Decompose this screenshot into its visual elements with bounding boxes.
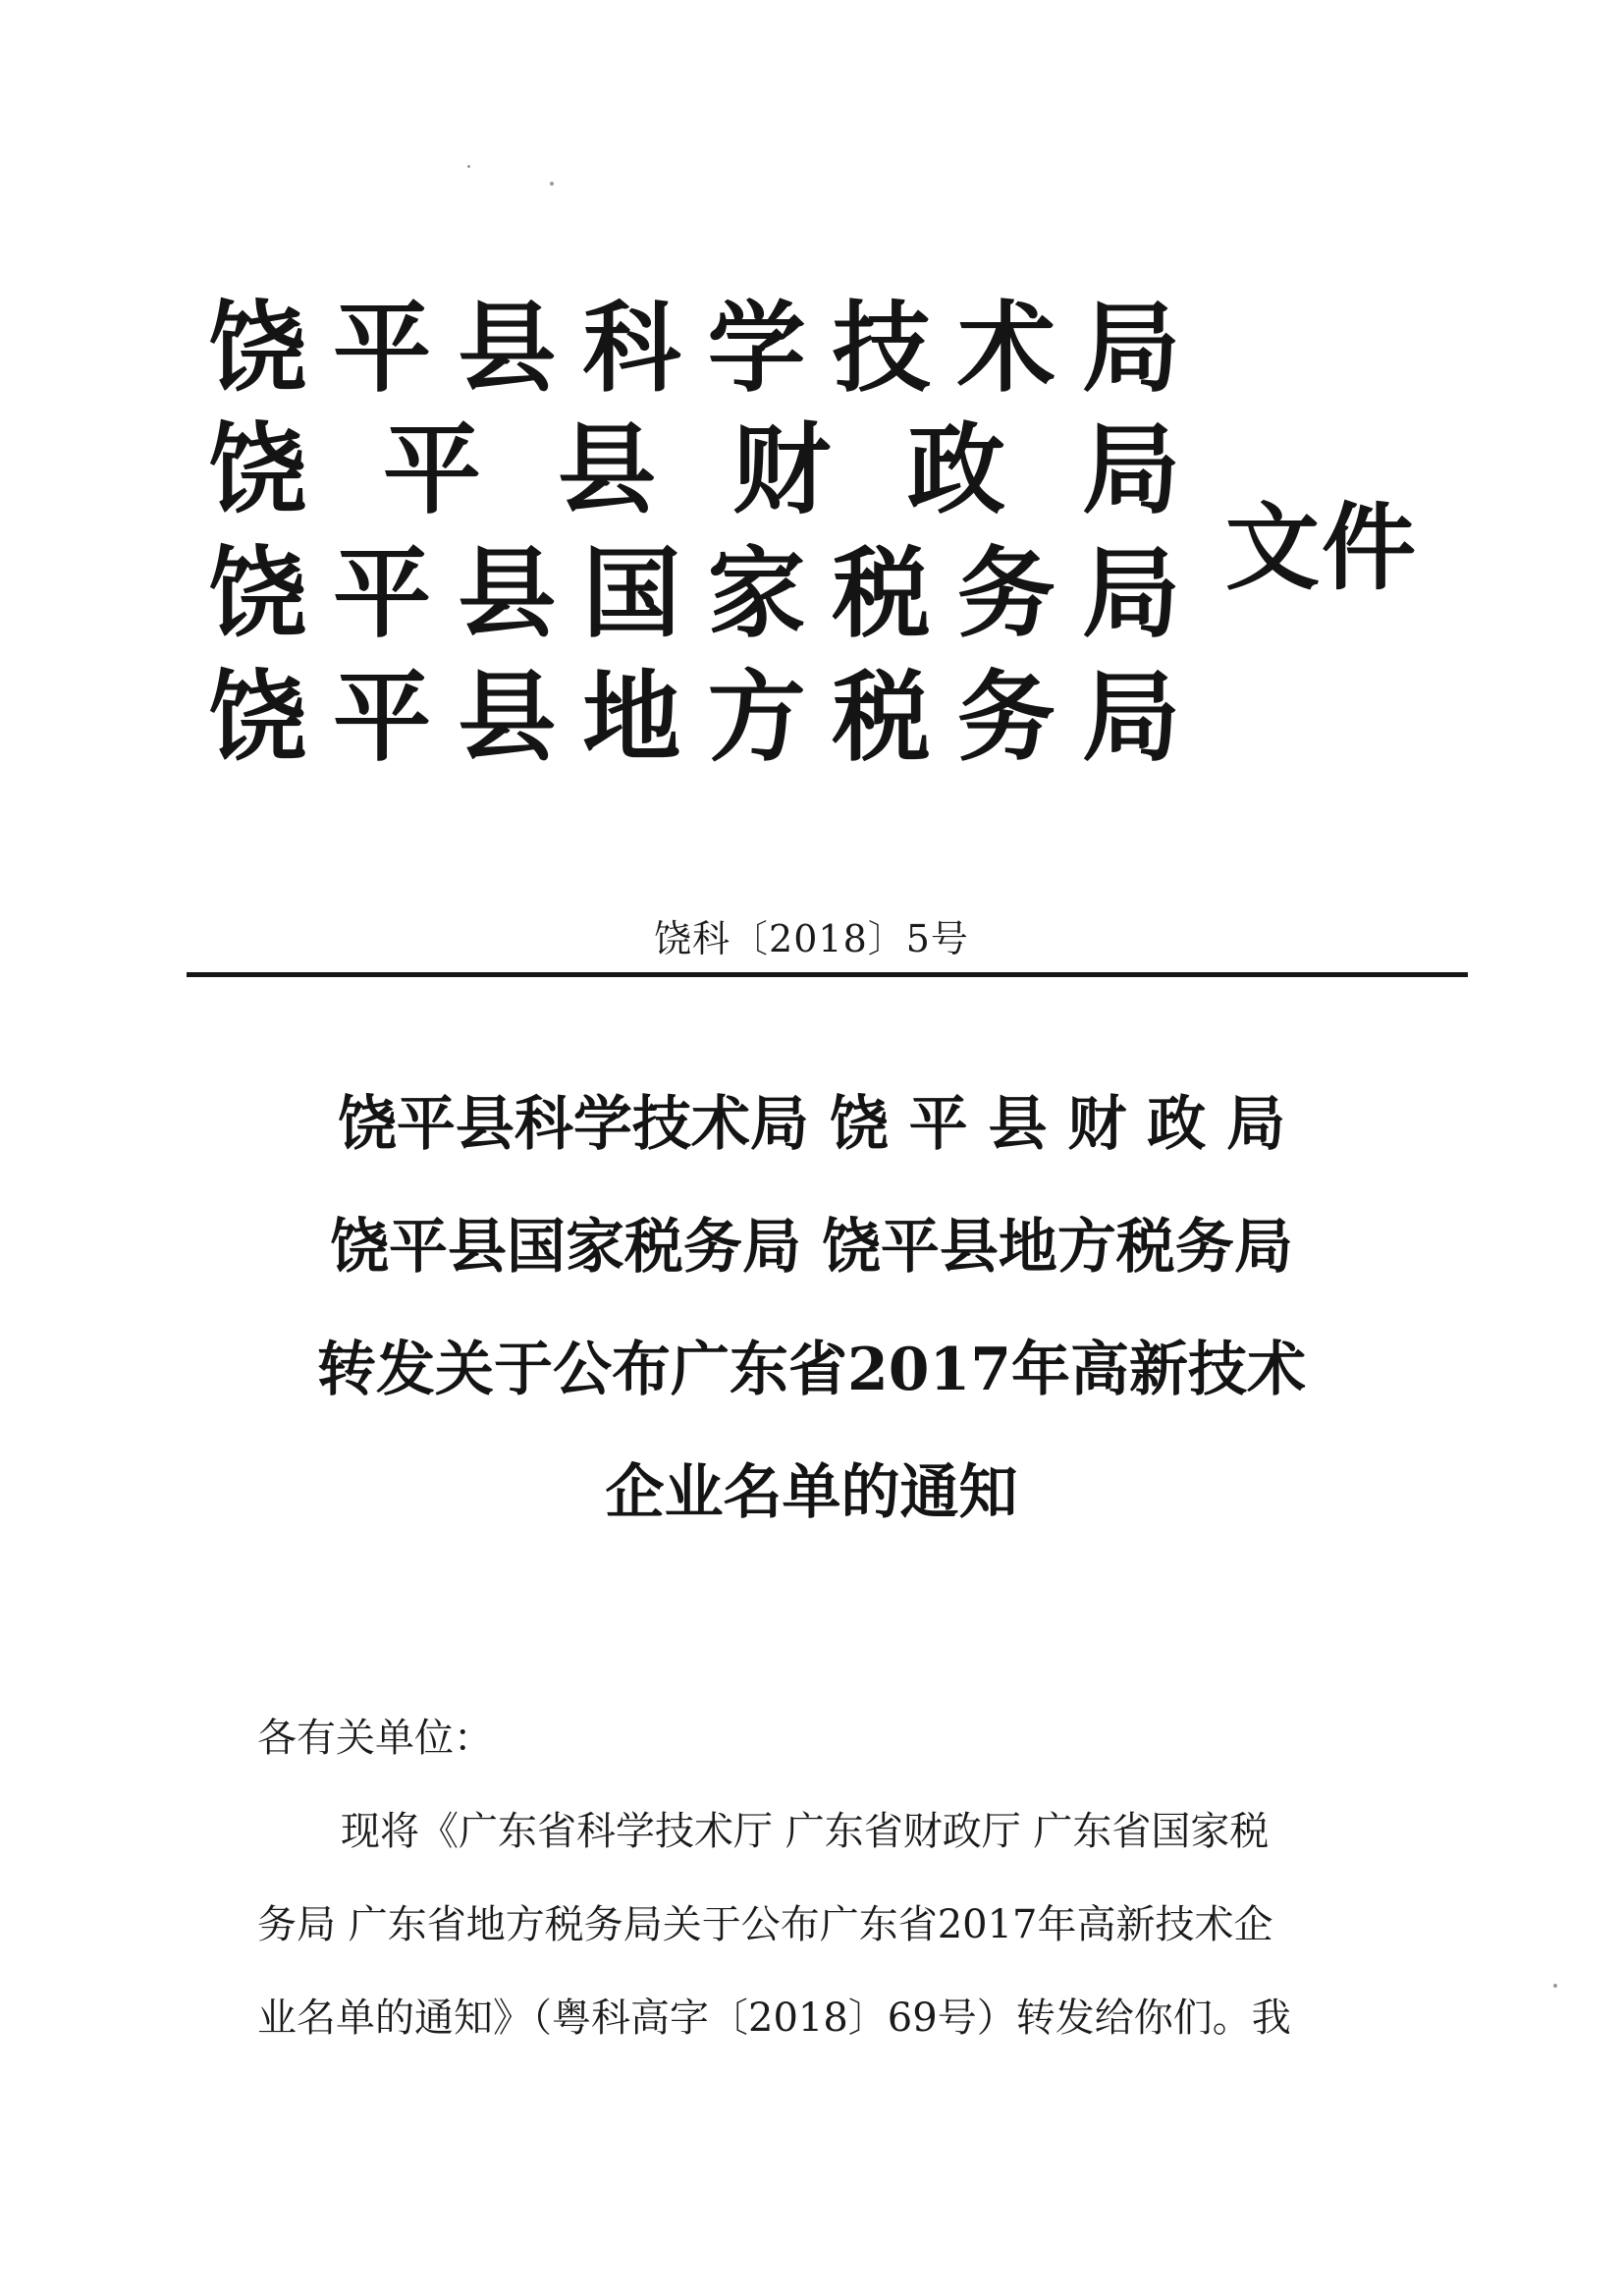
scan-speck [550, 182, 554, 186]
agency-char: 县 [558, 412, 656, 527]
agency-char: 县 [458, 660, 557, 775]
scan-speck [1553, 1984, 1557, 1988]
title-line: 饶平县科学技术局 饶 平 县 财 政 局 [337, 1090, 1286, 1159]
issuing-agencies-masthead [208, 290, 1190, 820]
agency-char: 局 [1081, 291, 1180, 406]
document-number: 饶科〔2018〕5号 [654, 917, 969, 960]
agency-char: 国 [582, 536, 681, 651]
agency-char: 地 [582, 660, 681, 775]
agency-char: 务 [956, 660, 1055, 775]
body-paragraph-line: 务局 广东省地方税务局关于公布广东省2017年高新技术企 [257, 1902, 1273, 1947]
agency-char: 税 [832, 536, 931, 651]
scan-speck [467, 165, 470, 168]
salutation: 各有关单位： [257, 1716, 493, 1761]
agency-char: 局 [1081, 660, 1180, 775]
agency-char: 饶 [208, 412, 306, 527]
agency-char: 县 [458, 291, 557, 406]
agency-char: 局 [1081, 536, 1180, 651]
agency-char: 平 [333, 536, 432, 651]
agency-char: 局 [1082, 412, 1180, 527]
agency-char: 财 [732, 412, 831, 527]
agency-char: 饶 [208, 536, 306, 651]
agency-char: 饶 [208, 291, 306, 406]
title-line: 企业名单的通知 [605, 1458, 1018, 1527]
agency-char: 平 [383, 412, 481, 527]
agency-char: 科 [582, 291, 681, 406]
agency-char: 饶 [208, 660, 306, 775]
title-line: 饶平县国家税务局 饶平县地方税务局 [330, 1213, 1293, 1282]
agency-char: 政 [907, 412, 1005, 527]
agency-national-tax-bureau [208, 535, 1180, 653]
agency-finance-bureau [208, 411, 1180, 529]
agency-char: 家 [707, 536, 806, 651]
document-body [257, 1709, 1386, 2082]
agency-science-technology-bureau [208, 290, 1180, 408]
header-separator-rule [187, 972, 1468, 977]
agency-char: 平 [333, 291, 432, 406]
agency-char: 县 [458, 536, 557, 651]
agency-char: 务 [956, 536, 1055, 651]
agency-local-tax-bureau [208, 659, 1180, 777]
agency-char: 平 [333, 660, 432, 775]
agency-char: 方 [707, 660, 806, 775]
title-line: 转发关于公布广东省2017年高新技术 [317, 1336, 1306, 1404]
body-paragraph-line: 现将《广东省科学技术厅 广东省财政厅 广东省国家税 [341, 1809, 1270, 1854]
document-title [0, 1080, 1623, 1571]
agency-char: 学 [707, 291, 806, 406]
agency-char: 税 [832, 660, 931, 775]
agency-char: 术 [956, 291, 1055, 406]
document-type-label: 文件 [1225, 493, 1418, 603]
agency-char: 技 [832, 291, 931, 406]
body-paragraph-line: 业名单的通知》（粤科高字〔2018〕69号）转发给你们。我 [257, 1995, 1291, 2041]
